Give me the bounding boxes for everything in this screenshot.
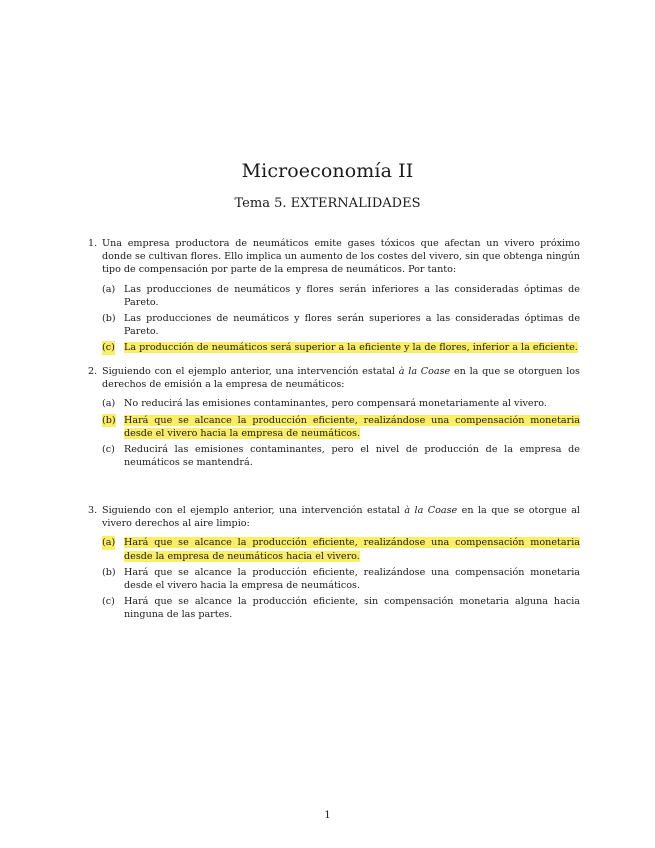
document-title: Microeconomía II bbox=[241, 160, 414, 182]
option-c bbox=[102, 595, 580, 621]
option-a-highlighted bbox=[102, 536, 580, 562]
option-label: (c) bbox=[102, 444, 115, 456]
option-text: Hará que se alcance la producción eficiente, realizándose una compensación monetaria desde el vivero hacia la empresa de neumáticos. bbox=[124, 414, 580, 439]
question-number: 3. bbox=[88, 505, 98, 516]
italic-term: à la Coase bbox=[404, 505, 458, 516]
option-a bbox=[102, 397, 580, 410]
page-number: 1 bbox=[324, 810, 331, 821]
option-b bbox=[102, 566, 580, 592]
option-text: La producción de neumáticos será superior a la eficiente y la de flores, inferior a la eficiente. bbox=[124, 342, 578, 354]
option-b-highlighted bbox=[102, 414, 580, 440]
option-label: (a) bbox=[102, 398, 116, 410]
option-list bbox=[102, 397, 580, 469]
italic-term: à la Coase bbox=[398, 366, 451, 377]
option-text: Reducirá las emisiones contaminantes, pero el nivel de producción de la empresa de neumáticos se mantendrá. bbox=[124, 444, 580, 469]
option-text: Hará que se alcance la producción eficiente, sin compensación monetaria alguna hacia ninguna de las partes. bbox=[124, 596, 580, 621]
option-list bbox=[102, 283, 580, 355]
option-text: Hará que se alcance la producción eficiente, realizándose una compensación monetaria desde el vivero hacia la empresa de neumáticos. bbox=[124, 566, 580, 592]
option-label: (a) bbox=[102, 283, 116, 295]
option-label: (b) bbox=[102, 313, 116, 325]
question-number: 1. bbox=[88, 238, 98, 249]
option-label: (b) bbox=[102, 414, 116, 426]
option-text: Las producciones de neumáticos y flores serán inferiores a las consideradas óptimas de Pareto. bbox=[124, 283, 580, 308]
option-c-highlighted bbox=[102, 341, 580, 354]
question-text: Siguiendo con el ejemplo anterior, una intervención estatal à la Coase en la que se otorgue al vivero derechos al aire limpio: bbox=[102, 505, 580, 530]
question-3 bbox=[88, 504, 580, 625]
option-label: (b) bbox=[102, 566, 116, 578]
document-subtitle: Tema 5. EXTERNALIDADES bbox=[234, 196, 421, 211]
question-1 bbox=[88, 237, 580, 358]
question-text: Siguiendo con el ejemplo anterior, una intervención estatal à la Coase en la que se otorguen los derechos de emisión a la empresa de neumáticos: bbox=[102, 366, 580, 391]
question-number: 2. bbox=[88, 366, 98, 377]
option-list bbox=[102, 536, 580, 621]
option-label: (c) bbox=[102, 342, 115, 354]
question-2 bbox=[88, 365, 580, 472]
option-label: (a) bbox=[102, 537, 116, 549]
option-c bbox=[102, 443, 580, 469]
option-a bbox=[102, 283, 580, 309]
option-text: Hará que se alcance la producción eficiente, realizándose una compensación monetaria desde la empresa de neumáticos hacia el vivero. bbox=[124, 537, 580, 562]
option-text: No reducirá las emisiones contaminantes, pero compensará monetariamente al vivero. bbox=[124, 398, 547, 410]
option-b bbox=[102, 312, 580, 338]
option-label: (c) bbox=[102, 596, 115, 608]
option-text: Las producciones de neumáticos y flores serán superiores a las consideradas óptimas de Pareto. bbox=[124, 313, 580, 338]
question-text: Una empresa productora de neumáticos emite gases tóxicos que afectan un vivero próximo donde se cultivan flores. Ello implica un aumento de los costes del vivero, sin que obtenga ningún tipo de compensación por parte de la empresa de neumáticos. Por tanto: bbox=[102, 238, 580, 276]
